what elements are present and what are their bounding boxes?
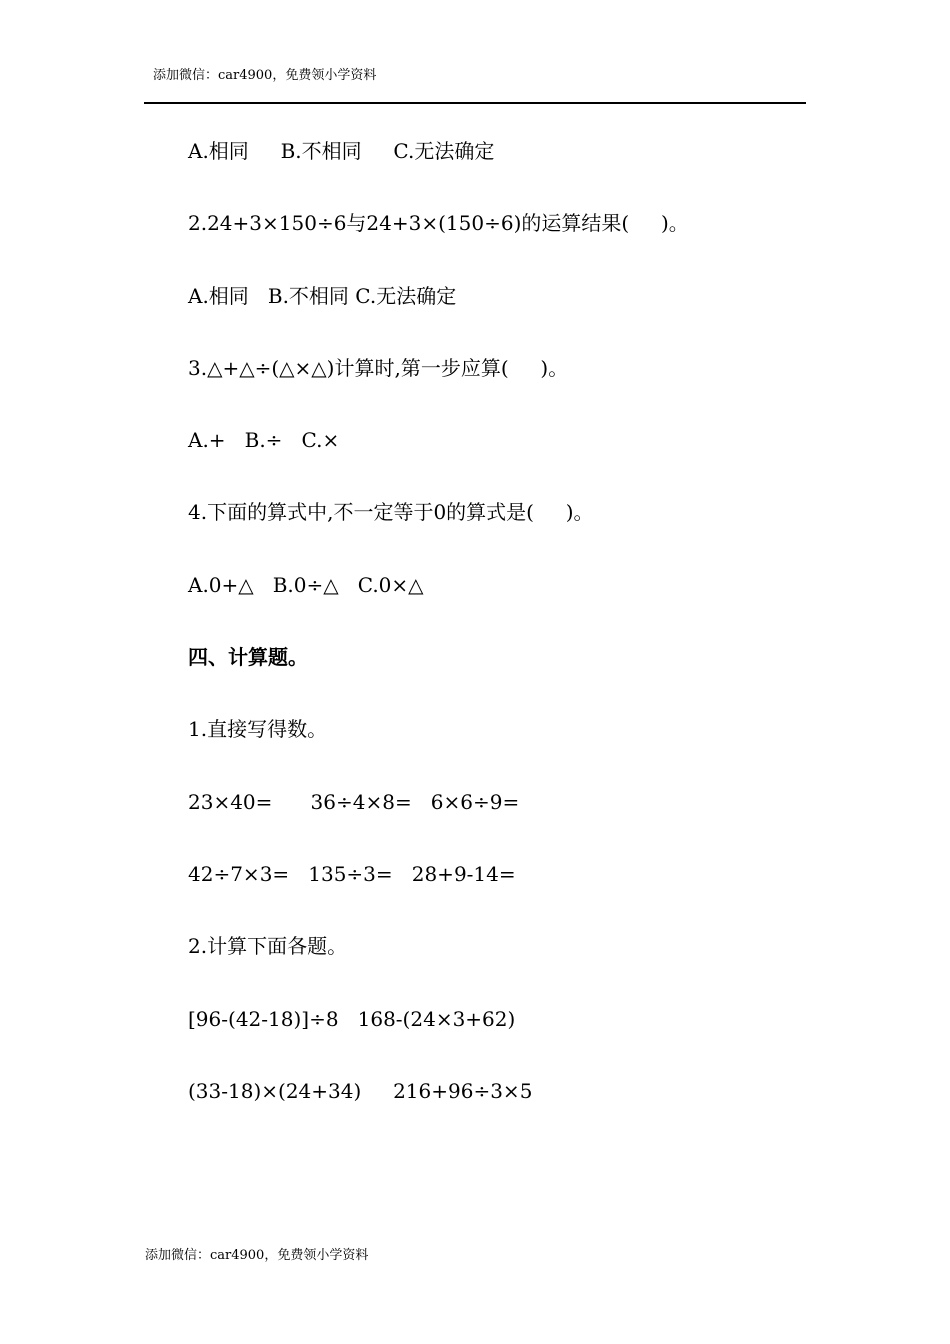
footer-watermark-note: 添加微信：car4900，免费领小学资料	[145, 1248, 369, 1263]
calc-part1-row1: 23×40= 36÷4×8= 6×6÷9=	[188, 789, 520, 814]
calc-part2-row2: (33-18)×(24+34) 216+96÷3×5	[188, 1078, 533, 1103]
q1-options: A.相同 B.不相同 C.无法确定	[188, 139, 495, 163]
q4-question: 4.下面的算式中,不一定等于0的算式是( )。	[188, 500, 594, 525]
calc-part1-heading: 1.直接写得数。	[188, 717, 328, 742]
calc-part2-row1: [96-(42-18)]÷8 168-(24×3+62)	[188, 1006, 516, 1031]
q3-options: A.+ B.÷ C.×	[188, 428, 340, 453]
header-divider	[144, 102, 806, 104]
q4-options: A.0+△ B.0÷△ C.0×△	[188, 572, 424, 597]
header-watermark-note: 添加微信：car4900，免费领小学资料	[153, 68, 377, 83]
calc-part2-heading: 2.计算下面各题。	[188, 934, 348, 959]
q2-question: 2.24+3×150÷6与24+3×(150÷6)的运算结果( )。	[188, 211, 689, 236]
worksheet-content	[188, 133, 788, 1145]
calc-part1-row2: 42÷7×3= 135÷3= 28+9-14=	[188, 861, 516, 886]
section-heading-calculation: 四、计算题。	[188, 645, 308, 670]
q2-options: A.相同 B.不相同 C.无法确定	[188, 283, 457, 308]
q3-question: 3.△+△÷(△×△)计算时,第一步应算( )。	[188, 355, 569, 380]
